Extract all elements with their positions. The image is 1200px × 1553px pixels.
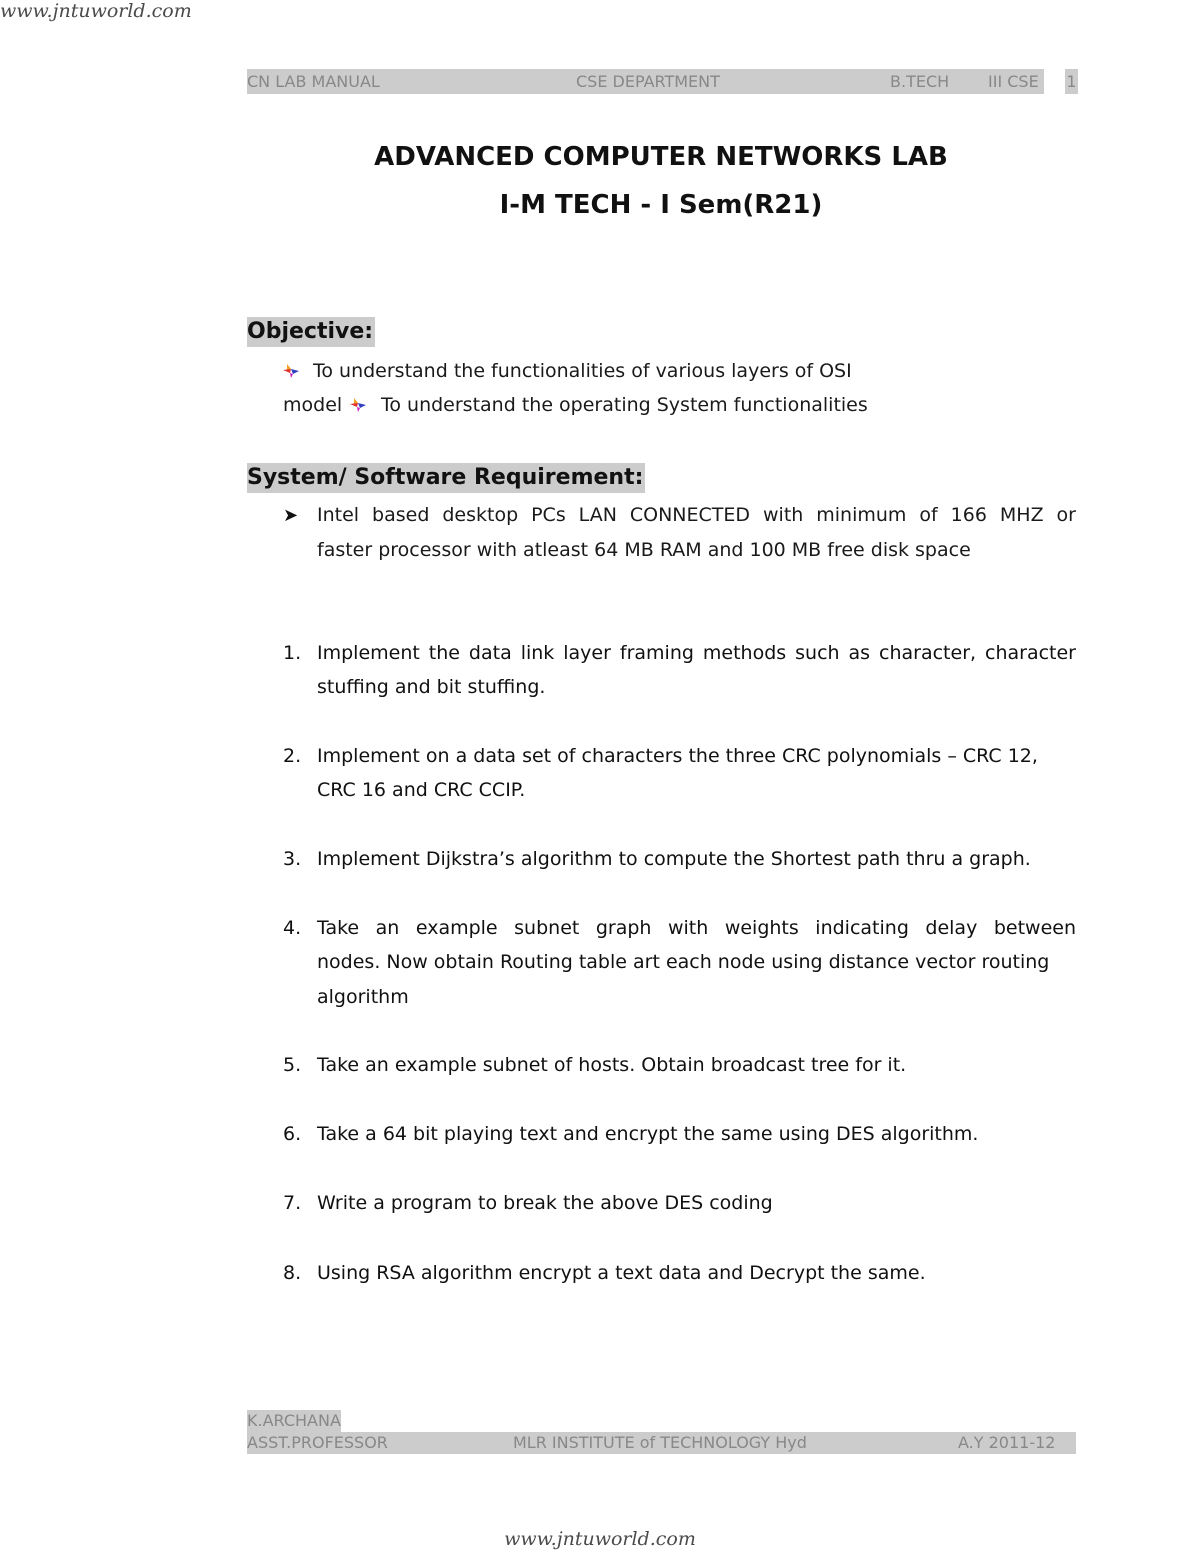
header-department: CSE DEPARTMENT [576, 72, 720, 91]
list-item-text: Implement on a data set of characters the three CRC polynomials – CRC 12, [317, 745, 1038, 767]
page-title: ADVANCED COMPUTER NETWORKS LAB [374, 142, 948, 172]
arrow-bullet-icon: ➤ [283, 505, 299, 526]
objective-line-2-prefix: model [283, 394, 343, 416]
page-number: 1 [1065, 69, 1078, 94]
list-item-text: Write a program to break the above DES coding [317, 1192, 773, 1214]
list-item-number: 1. [283, 642, 302, 664]
list-item-number: 7. [283, 1192, 302, 1214]
header-manual-title: CN LAB MANUAL [247, 72, 380, 91]
header-class: III CSE [988, 72, 1039, 91]
page-subtitle: I-M TECH - I Sem(R21) [499, 190, 823, 220]
list-item-text: Implement the data link layer framing methods such as character, character [317, 642, 1076, 664]
requirements-heading: System/ Software Requirement: [247, 463, 645, 493]
list-item-number: 4. [283, 917, 302, 939]
list-item-text: algorithm [317, 986, 409, 1008]
multicolor-star-bullet-icon [282, 363, 300, 379]
list-item-text: Take a 64 bit playing text and encrypt the same using DES algorithm. [317, 1123, 979, 1145]
list-item-number: 3. [283, 848, 302, 870]
list-item-number: 2. [283, 745, 302, 767]
footer-institute: MLR INSTITUTE of TECHNOLOGY Hyd [513, 1433, 807, 1452]
list-item-text: nodes. Now obtain Routing table art each node using distance vector routing [317, 951, 1050, 973]
list-item-text: Implement Dijkstra’s algorithm to compute the Shortest path thru a graph. [317, 848, 1031, 870]
page-footer [247, 1432, 1076, 1454]
list-item-number: 6. [283, 1123, 302, 1145]
list-item-number: 8. [283, 1262, 302, 1284]
watermark-top: www.jntuworld.com [0, 0, 192, 22]
footer-designation: ASST.PROFESSOR [247, 1433, 388, 1452]
objective-line-1: To understand the functionalities of various layers of OSI [313, 360, 852, 382]
objective-line-2: To understand the operating System functionalities [381, 394, 868, 416]
list-item-text: CRC 16 and CRC CCIP. [317, 779, 526, 801]
list-item-text: stuffing and bit stuffing. [317, 676, 546, 698]
footer-author-name: K.ARCHANA [247, 1411, 341, 1430]
watermark-bottom: www.jntuworld.com [504, 1528, 696, 1550]
requirements-line-1: Intel based desktop PCs LAN CONNECTED with minimum of 166 MHZ or [317, 504, 1076, 526]
list-item-number: 5. [283, 1054, 302, 1076]
page-header [247, 69, 1044, 94]
list-item-text: Take an example subnet graph with weights indicating delay between [317, 917, 1076, 939]
header-program: B.TECH [890, 72, 950, 91]
objective-heading: Objective: [247, 317, 375, 347]
list-item-text: Using RSA algorithm encrypt a text data and Decrypt the same. [317, 1262, 926, 1284]
requirements-line-2: faster processor with atleast 64 MB RAM and 100 MB free disk space [317, 539, 971, 561]
footer-academic-year: A.Y 2011-12 [958, 1433, 1056, 1452]
multicolor-star-bullet-icon [349, 397, 367, 413]
list-item-text: Take an example subnet of hosts. Obtain broadcast tree for it. [317, 1054, 907, 1076]
